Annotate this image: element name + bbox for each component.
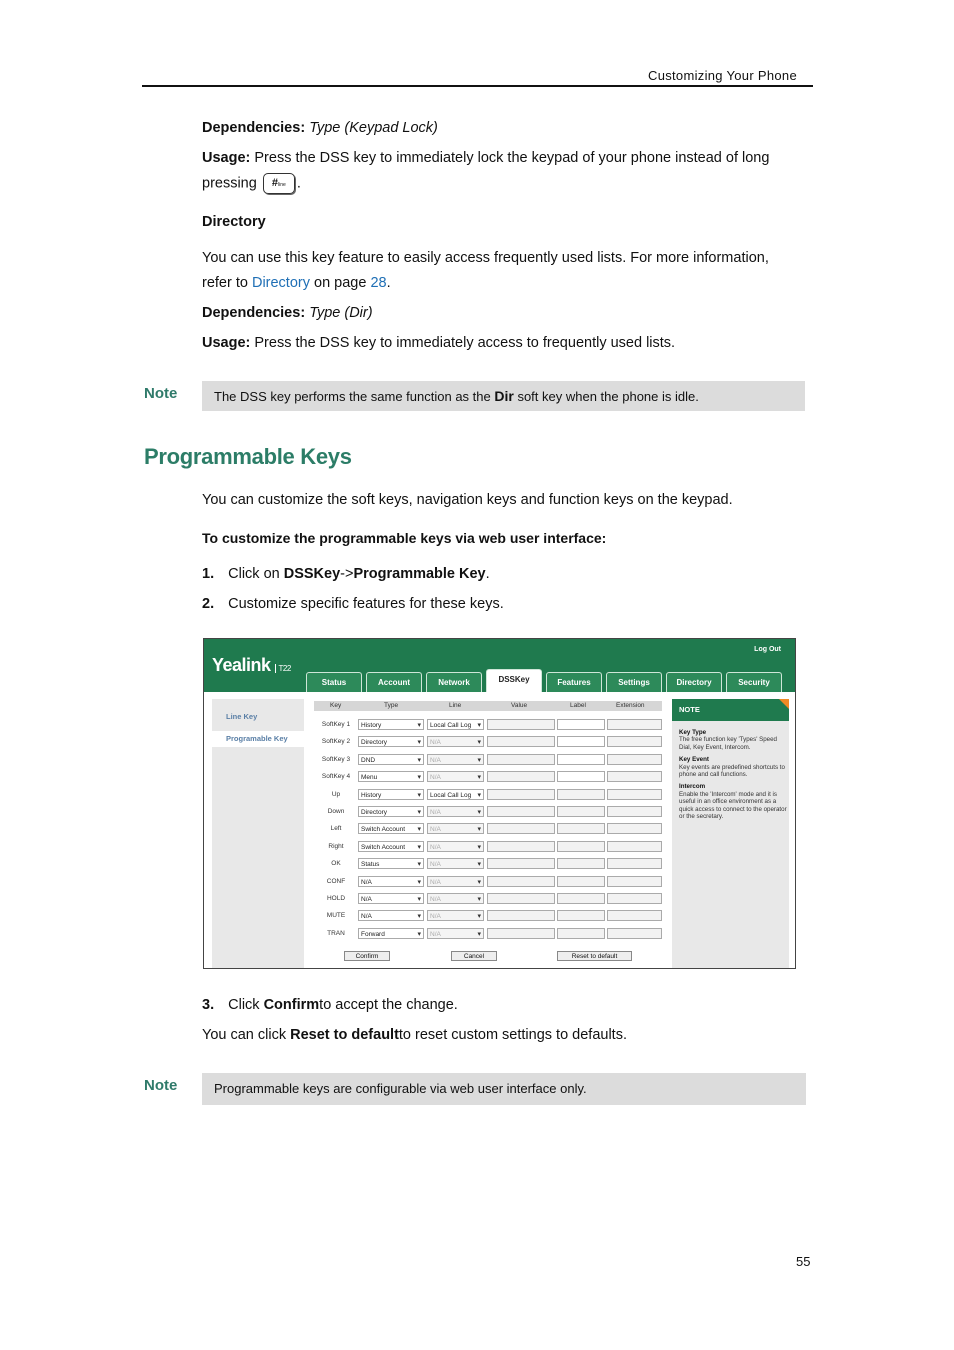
col-value: Value <box>511 702 528 709</box>
step-1-sep: -> <box>340 566 354 582</box>
note-box <box>202 381 805 411</box>
step-1-end: . <box>485 566 490 582</box>
usage-text: Press the DSS key to immediately lock the keypad of your phone instead of long <box>254 150 770 166</box>
note-section-body: The free function key 'Types' Speed Dial, Key Event, Intercom. <box>679 736 777 751</box>
tab-dsskey[interactable]: DSSKey <box>486 669 542 692</box>
row-extension-input[interactable] <box>607 910 662 921</box>
usage-end: . <box>296 175 301 192</box>
note2-text: Programmable keys are configurable via web user interface only. <box>214 1081 587 1096</box>
row-key-label: HOLD <box>326 895 346 902</box>
note-panel <box>672 699 789 968</box>
row-label-input[interactable] <box>557 736 605 747</box>
tab-settings[interactable]: Settings <box>606 672 662 692</box>
pound-key-icon <box>263 173 295 194</box>
row-extension-input[interactable] <box>607 806 662 817</box>
step-1-prefix: Click on <box>228 566 280 582</box>
row-type-select[interactable]: N/A ▾ <box>358 910 424 921</box>
row-key-label: SoftKey 3 <box>321 755 351 763</box>
reset-bold: Reset to default <box>290 1027 399 1043</box>
row-value-input[interactable] <box>487 736 555 747</box>
running-header: Customizing Your Phone <box>648 68 797 83</box>
note-text-before: The DSS key performs the same function as the <box>214 389 491 404</box>
dir-usage-text: Press the DSS key to immediately access to frequently used lists. <box>254 335 676 351</box>
row-type-select[interactable]: N/A ▾ <box>358 893 424 904</box>
col-type: Type <box>384 702 399 709</box>
tab-directory[interactable]: Directory <box>666 672 722 692</box>
row-value-input[interactable] <box>487 789 555 800</box>
tab-account[interactable]: Account <box>366 672 422 692</box>
row-label-input[interactable] <box>557 841 605 852</box>
page-number: 55 <box>796 1254 811 1269</box>
model-text: T22 <box>275 664 291 673</box>
row-label-input[interactable] <box>557 806 605 817</box>
row-extension-input[interactable] <box>607 893 662 904</box>
row-key-label: OK <box>331 860 341 868</box>
row-type-select[interactable]: Status ▾ <box>358 858 424 869</box>
row-line-select[interactable]: N/A ▾ <box>427 771 484 782</box>
row-extension-input[interactable] <box>607 736 662 747</box>
directory-ref-end: . <box>386 275 391 291</box>
table-row <box>314 839 662 856</box>
web-ui-screenshot <box>203 638 796 969</box>
row-key-label: TRAN <box>327 929 345 937</box>
row-line-select[interactable]: N/A ▾ <box>427 928 484 939</box>
row-value-input[interactable] <box>487 841 555 852</box>
note-section-body: Key events are predefined shortcuts to phone and call functions. <box>679 763 785 779</box>
row-line-select[interactable]: N/A ▾ <box>427 876 484 887</box>
row-line-select[interactable]: N/A ▾ <box>427 823 484 834</box>
col-line: Line <box>449 702 462 709</box>
reset-prefix: You can click <box>202 1027 287 1043</box>
row-label-input[interactable] <box>557 928 605 939</box>
reset-suffix: to reset custom settings to defaults. <box>398 1027 627 1043</box>
row-type-select[interactable]: Directory ▾ <box>358 736 424 747</box>
row-value-input[interactable] <box>487 719 555 730</box>
row-value-input[interactable] <box>487 823 555 834</box>
row-line-select[interactable]: N/A ▾ <box>427 893 484 904</box>
logo-text: Yealink <box>212 655 271 675</box>
note-section-heading: Intercom <box>679 783 706 791</box>
logout-link[interactable]: Log Out <box>754 646 781 653</box>
row-extension-input[interactable] <box>607 823 662 834</box>
reset-sentence <box>202 1025 627 1045</box>
row-key-label: Down <box>327 808 345 815</box>
row-label-input[interactable] <box>557 754 605 765</box>
directory-body-2 <box>202 273 391 293</box>
procedure-heading: To customize the programmable keys via web user interface: <box>202 530 607 546</box>
dependencies-label: Dependencies: <box>202 120 306 136</box>
row-type-select[interactable]: History ▾ <box>358 719 424 730</box>
dir-usage-label: Usage: <box>202 335 251 351</box>
row-line-select[interactable]: Local Call Log ▾ <box>427 789 484 800</box>
yealink-logo <box>212 655 291 676</box>
col-key: Key <box>330 702 342 709</box>
section-title: Programmable Keys <box>144 444 352 469</box>
confirm-button[interactable]: Confirm <box>344 951 390 961</box>
table-row <box>314 874 662 891</box>
directory-ref-mid: on page <box>314 275 367 291</box>
row-key-label: SoftKey 4 <box>321 773 351 781</box>
directory-dependencies <box>202 303 373 323</box>
tab-features[interactable]: Features <box>546 672 602 692</box>
row-value-input[interactable] <box>487 858 555 869</box>
col-label: Label <box>570 702 586 709</box>
row-value-input[interactable] <box>487 893 555 904</box>
note-section-heading: Key Event <box>679 756 709 764</box>
table-row <box>314 856 662 873</box>
tab-security[interactable]: Security <box>726 672 782 692</box>
cancel-button[interactable]: Cancel <box>451 951 497 961</box>
step-3-confirm: Confirm <box>263 997 320 1013</box>
row-value-input[interactable] <box>487 806 555 817</box>
pound-key-glyph: # <box>271 177 278 189</box>
table-row <box>314 734 662 751</box>
tab-status[interactable]: Status <box>306 672 362 692</box>
dir-dependencies-label: Dependencies: <box>202 305 306 321</box>
directory-page-link[interactable]: 28 <box>370 275 387 291</box>
tab-network[interactable]: Network <box>426 672 482 692</box>
row-line-select[interactable]: N/A ▾ <box>427 754 484 765</box>
step-1-number: 1. <box>202 566 215 582</box>
row-key-label: SoftKey 1 <box>321 721 351 728</box>
row-extension-input[interactable] <box>607 719 662 730</box>
directory-ref-prefix: refer to <box>202 275 248 291</box>
row-label-input[interactable] <box>557 910 605 921</box>
note2-label: Note <box>144 1077 178 1094</box>
row-extension-input[interactable] <box>607 858 662 869</box>
directory-link[interactable]: Directory <box>251 275 310 291</box>
step-3 <box>202 995 458 1015</box>
directory-usage <box>202 333 675 353</box>
row-line-select[interactable]: N/A ▾ <box>427 841 484 852</box>
step-2 <box>202 594 504 614</box>
row-type-select[interactable]: Switch Account ▾ <box>358 823 424 834</box>
step-1-dsskey: DSSKey <box>283 566 341 582</box>
step-1 <box>202 564 490 584</box>
table-header <box>314 701 662 711</box>
row-key-label: MUTE <box>326 912 346 920</box>
row-value-input[interactable] <box>487 910 555 921</box>
row-type-select[interactable]: History ▾ <box>358 789 424 800</box>
row-key-label: Up <box>331 790 341 798</box>
row-value-input[interactable] <box>487 754 555 765</box>
row-label-input[interactable] <box>557 771 605 782</box>
table-row <box>314 717 662 734</box>
row-extension-input[interactable] <box>607 771 662 782</box>
row-value-input[interactable] <box>487 771 555 782</box>
table-row <box>314 804 662 821</box>
row-extension-input[interactable] <box>607 841 662 852</box>
row-extension-input[interactable] <box>607 754 662 765</box>
row-line-select[interactable]: N/A ▾ <box>427 806 484 817</box>
keypad-lock-usage-cont <box>202 173 301 194</box>
step-2-number: 2. <box>202 596 215 612</box>
dir-dependencies-value: Type (Dir) <box>309 305 373 321</box>
reset-button[interactable]: Reset to default <box>557 951 632 961</box>
row-extension-input[interactable] <box>607 876 662 887</box>
keypad-lock-usage <box>202 148 814 168</box>
step-3-number: 3. <box>202 997 215 1013</box>
row-label-input[interactable] <box>557 893 605 904</box>
row-key-label: SoftKey 2 <box>321 738 351 746</box>
directory-body-1: You can use this key feature to easily access frequently used lists. For more information, <box>202 250 769 266</box>
note-corner-icon <box>779 699 789 709</box>
nav-programable-key[interactable]: Programable Key <box>212 731 304 747</box>
row-line-select[interactable]: N/A ▾ <box>427 858 484 869</box>
pound-key-small: line <box>278 182 286 188</box>
usage-text-cont: pressing <box>202 175 257 192</box>
dependencies-value: Type (Keypad Lock) <box>309 120 438 136</box>
step-1-programmable-key: Programmable Key <box>353 566 486 582</box>
row-type-select[interactable]: DND ▾ <box>358 754 424 765</box>
row-key-label: Left <box>330 825 342 833</box>
note-panel-body <box>679 729 787 825</box>
usage-label: Usage: <box>202 150 251 166</box>
col-extension: Extension <box>616 702 645 709</box>
table-row <box>314 821 662 838</box>
header-rule <box>142 85 813 87</box>
note-section-heading: Key Type <box>679 729 707 736</box>
row-key-label: Right <box>328 842 344 850</box>
web-leftnav <box>212 699 304 968</box>
row-label-input[interactable] <box>557 719 605 730</box>
step-3-suffix: to accept the change. <box>319 997 458 1013</box>
web-topbar <box>204 639 795 692</box>
row-extension-input[interactable] <box>607 789 662 800</box>
note-panel-title: NOTE <box>672 699 789 721</box>
row-type-select[interactable]: Forward ▾ <box>358 928 424 939</box>
table-row <box>314 908 662 925</box>
row-line-select[interactable]: N/A ▾ <box>427 910 484 921</box>
note-text-bold: Dir <box>494 388 514 404</box>
step-3-prefix: Click <box>228 997 260 1013</box>
table-row <box>314 787 662 804</box>
keypad-lock-dependencies <box>202 118 438 138</box>
row-line-select[interactable]: N/A ▾ <box>427 736 484 747</box>
table-row <box>314 752 662 769</box>
directory-heading: Directory <box>202 214 266 230</box>
nav-line-key[interactable]: Line Key <box>226 712 258 721</box>
step-2-text: Customize specific features for these keys. <box>228 596 504 612</box>
table-row <box>314 891 662 908</box>
row-type-select[interactable]: N/A ▾ <box>358 876 424 887</box>
row-type-select[interactable]: Menu ▾ <box>358 771 424 782</box>
note2-box <box>202 1073 806 1105</box>
table-row <box>314 769 662 786</box>
row-extension-input[interactable] <box>607 928 662 939</box>
table-row <box>314 926 662 943</box>
row-line-select[interactable]: Local Call Log ▾ <box>427 719 484 730</box>
row-value-input[interactable] <box>487 876 555 887</box>
programmable-intro: You can customize the soft keys, navigation keys and function keys on the keypad. <box>202 492 733 508</box>
note-section-body: Enable the 'Intercom' mode and it is useful in an office environment as a quick access to connect to the operator or the secretary. <box>679 790 787 821</box>
row-label-input[interactable] <box>557 823 605 834</box>
row-type-select[interactable]: Switch Account ▾ <box>358 841 424 852</box>
row-value-input[interactable] <box>487 928 555 939</box>
row-label-input[interactable] <box>557 789 605 800</box>
row-key-label: CONF <box>326 877 346 885</box>
row-label-input[interactable] <box>557 876 605 887</box>
note-text-after: soft key when the phone is idle. <box>517 389 699 404</box>
note-label: Note <box>144 385 178 402</box>
row-type-select[interactable]: Directory ▾ <box>358 806 424 817</box>
row-label-input[interactable] <box>557 858 605 869</box>
